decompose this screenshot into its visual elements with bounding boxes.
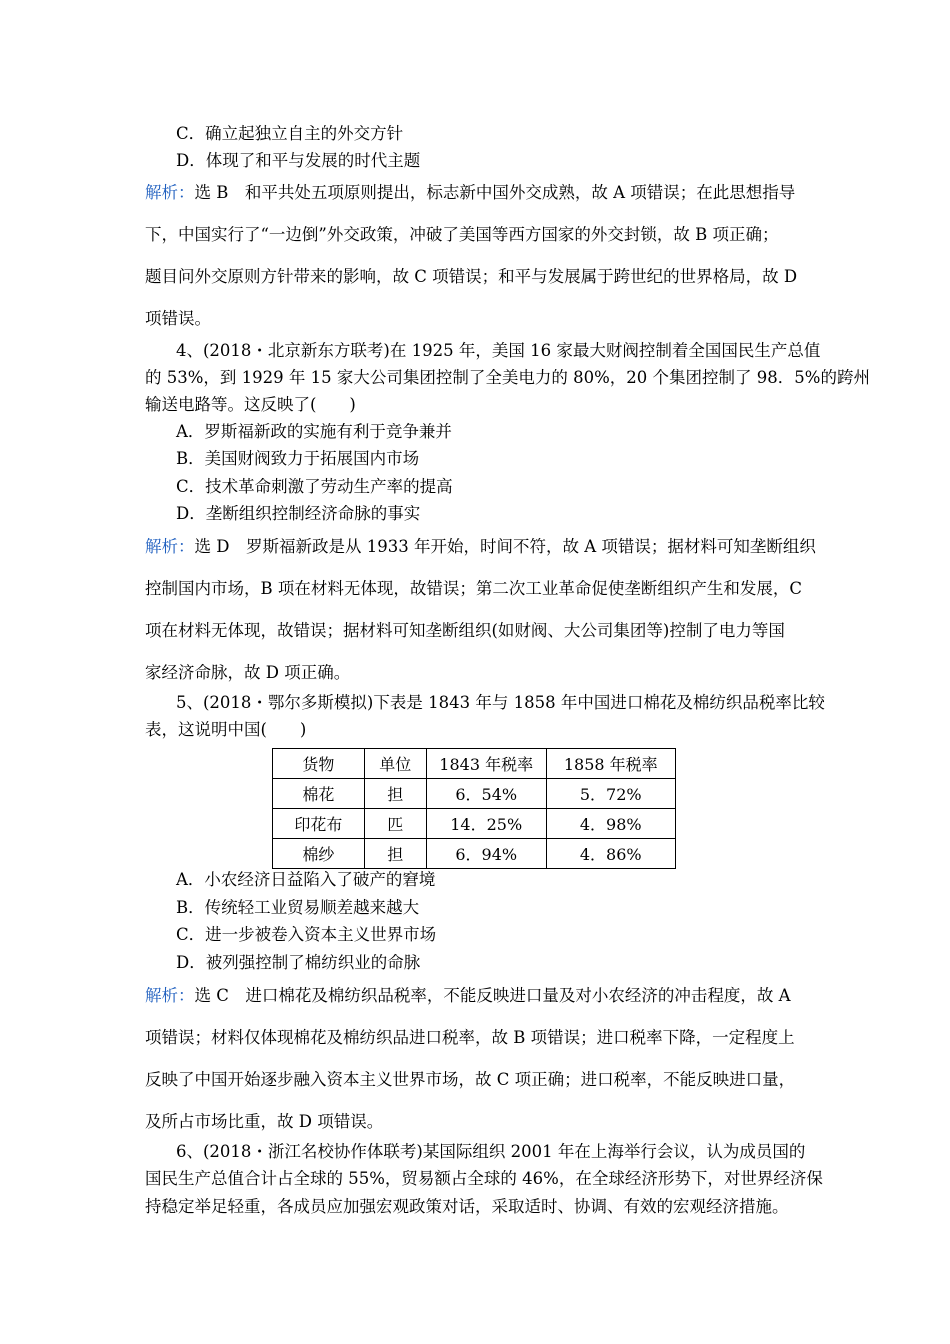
q4-option-c: C．技术革命刺激了劳动生产率的提高 [176, 477, 453, 496]
table-cell: 6．54% [426, 779, 546, 809]
q4-option-a: A．罗斯福新政的实施有利于竞争兼并 [176, 422, 452, 441]
q5-option-a: A．小农经济日益陷入了破产的窘境 [176, 870, 436, 889]
q4-stem-line-3: 输送电路等。这反映了( ) [145, 395, 356, 414]
q5-stem-line-1: 5、(2018・鄂尔多斯模拟)下表是 1843 年与 1858 年中国进口棉花及棉纺织品税率比较 [176, 693, 825, 712]
q6-stem-line-3: 持稳定举足轻重，各成员应加强宏观政策对话，采取适时、协调、有效的宏观经济措施。 [145, 1197, 789, 1216]
q5-analysis-line-2: 项错误；材料仅体现棉花及棉纺织品进口税率，故 B 项错误；进口税率下降，一定程度上 [145, 1028, 795, 1047]
table-cell: 4．98% [546, 809, 675, 839]
table-cell: 6．94% [426, 839, 546, 869]
analysis-label: 解析： [145, 986, 195, 1005]
q3-option-c: C．确立起独立自主的外交方针 [176, 124, 404, 143]
table-cell: 5．72% [546, 779, 675, 809]
q4-analysis-line-1: 解析：选 D 罗斯福新政是从 1933 年开始，时间不符，故 A 项错误；据材料可知垄断组织 [145, 537, 816, 556]
table-row [273, 809, 676, 839]
q4-analysis-line-2: 控制国内市场，B 项在材料无体现，故错误；第二次工业革命促使垄断组织产生和发展，C [145, 579, 802, 598]
q3-option-d: D．体现了和平与发展的时代主题 [176, 151, 421, 170]
table-header-cell: 货物 [273, 749, 365, 779]
q4-option-b: B．美国财阀致力于拓展国内市场 [176, 449, 420, 468]
analysis-label: 解析： [145, 537, 195, 556]
table-row [273, 779, 676, 809]
q6-stem-line-1: 6、(2018・浙江名校协作体联考)某国际组织 2001 年在上海举行会议，认为成员国的 [176, 1142, 806, 1161]
q3-analysis-line-1: 解析：选 B 和平共处五项原则提出，标志新中国外交成熟，故 A 项错误；在此思想指导 [145, 183, 796, 202]
q3-analysis-line-3: 题目问外交原则方针带来的影响，故 C 项错误；和平与发展属于跨世纪的世界格局，故 D [145, 267, 798, 286]
q5-option-d: D．被列强控制了棉纺织业的命脉 [176, 953, 421, 972]
table-cell: 4．86% [546, 839, 675, 869]
q5-option-c: C．进一步被卷入资本主义世界市场 [176, 925, 437, 944]
table-cell: 14．25% [426, 809, 546, 839]
table-header-row [273, 749, 676, 779]
q4-analysis-line-3: 项在材料无体现，故错误；据材料可知垄断组织(如财阀、大公司集团等)控制了电力等国 [145, 621, 785, 640]
q3-analysis-line-4: 项错误。 [145, 309, 211, 328]
q6-stem-line-2: 国民生产总值合计占全球的 55%，贸易额占全球的 46%，在全球经济形势下，对世界经济保 [145, 1169, 823, 1188]
tax-rate-table [272, 748, 676, 869]
q4-stem-line-2: 的 53%，到 1929 年 15 家大公司集团控制了全美电力的 80%，20 个集团控制了 98．5%的跨州 [145, 368, 870, 387]
q3-analysis-line-2: 下，中国实行了“一边倒”外交政策，冲破了美国等西方国家的外交封锁，故 B 项正确； [145, 225, 779, 244]
q4-analysis-line-4: 家经济命脉，故 D 项正确。 [145, 663, 351, 682]
table-header-cell: 1843 年税率 [426, 749, 546, 779]
table-cell: 担 [364, 839, 426, 869]
table-cell: 印花布 [273, 809, 365, 839]
table-cell: 担 [364, 779, 426, 809]
table-cell: 匹 [364, 809, 426, 839]
q5-analysis-line-4: 及所占市场比重，故 D 项错误。 [145, 1112, 384, 1131]
table-cell: 棉纱 [273, 839, 365, 869]
table-header-cell: 1858 年税率 [546, 749, 675, 779]
analysis-label: 解析： [145, 183, 195, 202]
q5-analysis-line-3: 反映了中国开始逐步融入资本主义世界市场，故 C 项正确；进口税率，不能反映进口量， [145, 1070, 796, 1089]
q4-option-d: D．垄断组织控制经济命脉的事实 [176, 504, 421, 523]
q5-option-b: B．传统轻工业贸易顺差越来越大 [176, 898, 420, 917]
q4-stem-line-1: 4、(2018・北京新东方联考)在 1925 年，美国 16 家最大财阀控制着全国国民生产总值 [176, 341, 821, 360]
table-cell: 棉花 [273, 779, 365, 809]
table-row [273, 839, 676, 869]
q5-analysis-line-1: 解析：选 C 进口棉花及棉纺织品税率，不能反映进口量及对小农经济的冲击程度，故 A [145, 986, 791, 1005]
q5-stem-line-2: 表，这说明中国( ) [145, 720, 307, 739]
table-header-cell: 单位 [364, 749, 426, 779]
